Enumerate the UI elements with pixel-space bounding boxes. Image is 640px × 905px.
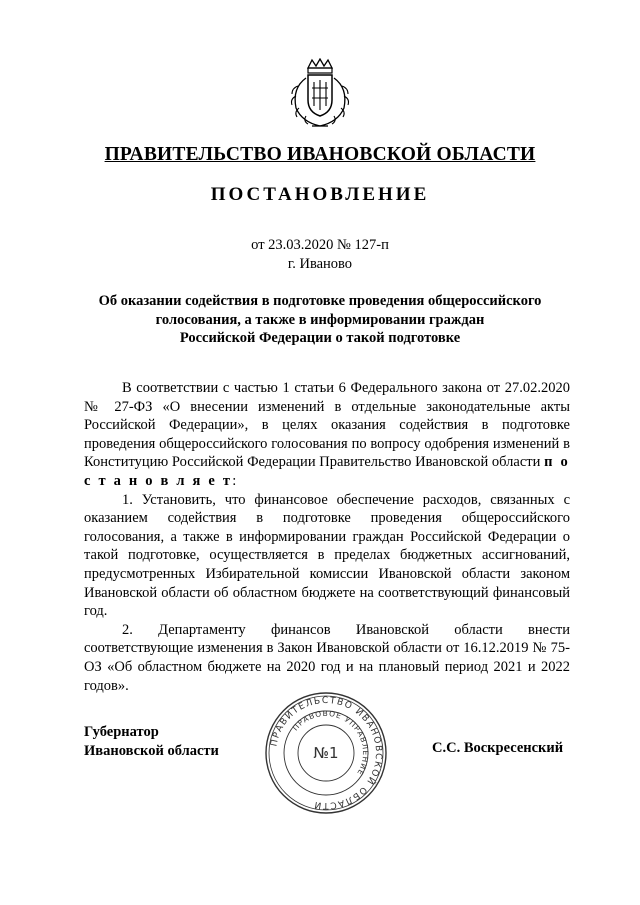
signatory-title-line: Губернатор [84, 724, 159, 740]
document-date-number: от 23.03.2020 № 127-п [251, 237, 389, 253]
clause-2: 2. Департаменту финансов Ивановской области внести соответствующие изменения в Закон Ивановской области от 16.12.2019 № 75-ОЗ «Об областном бюджете на 2020 год и на плановый период 2021 и 2022 годов». [84, 621, 570, 694]
clause-1: 1. Установить, что финансовое обеспечение расходов, связанных с оказанием содействия в подготовке проведения общероссийского голосования, а также в информировании граждан Российской Федерации о такой подготовке, осуществляется в пределах бюджетных ассигнований, предусмотренных Избирательной комиссии Ивановской области законом Ивановской области об областном бюджете на соответствующий финансовый год. [84, 491, 570, 620]
document-subject [60, 292, 580, 348]
signatory-title [84, 723, 219, 761]
official-stamp [263, 690, 389, 816]
subject-line: голосования, а также в информировании граждан [155, 311, 485, 328]
decree-colon: : [232, 472, 237, 489]
preamble-paragraph [84, 379, 570, 491]
document-body [84, 379, 570, 695]
svg-text:ПРАВОВОЕ УПРАВЛЕНИЕ: ПРАВОВОЕ УПРАВЛЕНИЕ [290, 708, 371, 778]
subject-line: Российской Федерации о такой подготовке [179, 330, 461, 346]
organization-title: ПРАВИТЕЛЬСТВО ИВАНОВСКОЙ ОБЛАСТИ [104, 144, 536, 165]
subject-line: Об оказании содействия в подготовке проведения общероссийского [98, 293, 542, 309]
document-type: ПОСТАНОВЛЕНИЕ [210, 184, 430, 205]
preamble-text: В соответствии с частью 1 статьи 6 Федерального закона от 27.02.2020 № 27-ФЗ «О внесении изменений в отдельные законодательные акты Российской Федерации», в целях оказания содействия в подготовке проведения общероссийского голосования по вопросу одобрения изменений в Конституцию Российской Федерации Правительство Ивановской области [84, 380, 570, 471]
document-city: г. Иваново [287, 256, 353, 272]
coat-of-arms-icon [286, 58, 354, 130]
decree-word: п о с т а н о в л я е т [84, 454, 570, 489]
svg-text:№1: №1 [313, 744, 339, 762]
signatory-title-line: Ивановской области [84, 743, 219, 759]
signatory-name: С.С. Воскресенский [432, 740, 564, 756]
svg-text:ПРАВИТЕЛЬСТВО ИВАНОВСКОЙ ОБЛАС: ПРАВИТЕЛЬСТВО ИВАНОВСКОЙ ОБЛАСТИ [269, 695, 384, 811]
